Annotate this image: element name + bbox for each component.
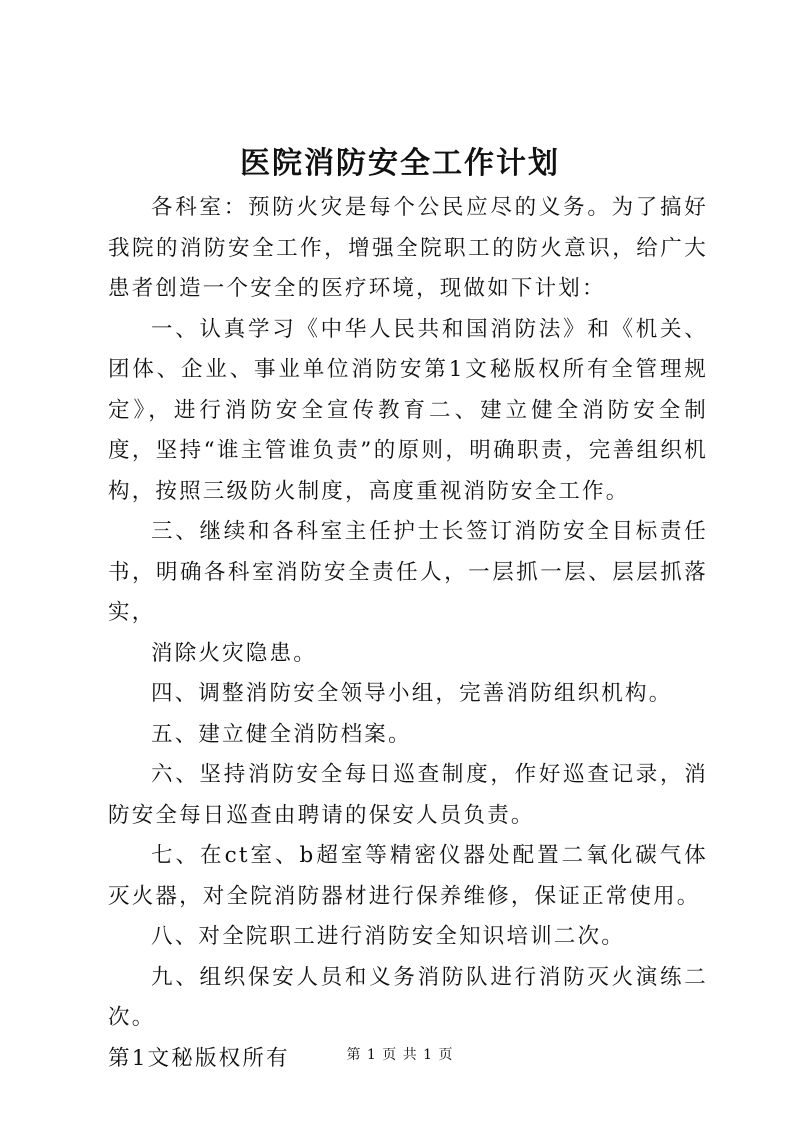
paragraph-intro: 各科室：预防火灾是每个公民应尽的义务。为了搞好我院的消防安全工作，增强全院职工的防火意识，给广大患者创造一个安全的医疗环境，现做如下计划： [108, 195, 708, 301]
paragraph-item-3: 三、继续和各科室主任护士长签订消防安全目标责任书，明确各科室消防安全责任人，一层抓一层、层层抓落实， [108, 519, 708, 625]
paragraph-item-4: 四、调整消防安全领导小组，完善消防组织机构。 [151, 681, 673, 706]
document-title: 医院消防安全工作计划 [240, 146, 560, 181]
paragraph-item-8: 八、对全院职工进行消防安全知识培训二次。 [151, 924, 626, 949]
copyright-note: 第1文秘版权所有 [108, 1045, 290, 1071]
paragraph-item-6: 六、坚持消防安全每日巡查制度，作好巡查记录，消防安全每日巡查由聘请的保安人员负责。 [108, 762, 708, 828]
page-footer: 第 1 页 共 1 页 [346, 1047, 454, 1063]
paragraph-item-7: 七、在ct室、b超室等精密仪器处配置二氧化碳气体灭火器，对全院消防器材进行保养维修，保证正常使用。 [108, 843, 708, 909]
paragraph-item-5: 五、建立健全消防档案。 [151, 721, 412, 747]
document-body [108, 188, 708, 1079]
paragraph-item-1: 一、认真学习《中华人民共和国消防法》和《机关、团体、企业、事业单位消防安第1文秘版权所有全管理规定》，进行消防安全宣传教育二、建立健全消防安全制度，坚持“谁主管谁负责”的原则，明确职责，完善组织机构，按照三级防火制度，高度重视消防安全工作。 [108, 316, 708, 504]
paragraph-item-3-cont: 消除火灾隐患。 [151, 640, 317, 666]
paragraph-item-9: 九、组织保安人员和义务消防队进行消防灭火演练二次。 [108, 964, 708, 1030]
